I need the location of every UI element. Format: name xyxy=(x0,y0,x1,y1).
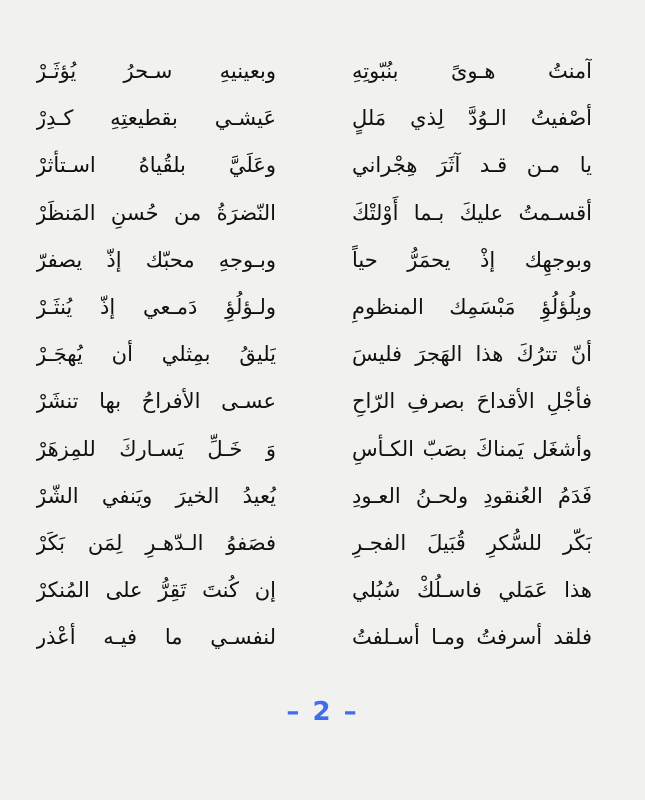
verse-first-hemistich: أنّ تترُكَ هذا الهَجرَ فليسَ xyxy=(352,342,592,367)
verse-second-hemistich: لنفسـي ما فيـه أعْذر xyxy=(36,625,276,650)
verse-first-hemistich: فَدَمُ العُنقودِ ولحـنُ العـودِ xyxy=(352,483,592,508)
verse-second-hemistich: وبـوجهِ محبّك إذّ يصفرّ xyxy=(36,247,276,272)
verse-line xyxy=(0,384,645,431)
verse-line xyxy=(0,337,645,384)
verse-first-hemistich: هذا عَمَلي فاسـلُكْ سُبُلي xyxy=(352,578,592,603)
verse-line xyxy=(0,290,645,337)
poem xyxy=(0,54,645,667)
verse-second-hemistich: وعَلَيَّ بلقُياهُ اسـتأثرْ xyxy=(36,153,276,178)
verse-second-hemistich: ولـؤلُؤِ دَمـعي إذّ يُنثَـرْ xyxy=(36,294,276,319)
page-number: – 2 – xyxy=(286,697,359,727)
verse-second-hemistich: يُعيدُ الخيرَ ويَنفي الشّرْ xyxy=(36,483,276,508)
verse-first-hemistich: بَكّر للسُّكرِ قُبَيلَ الفجـرِ xyxy=(352,530,592,555)
verse-first-hemistich: فأجْلِ الأقداحَ بصرفِ الرّاحِ xyxy=(352,389,592,414)
verse-line xyxy=(0,526,645,573)
verse-second-hemistich: وبعينيهِ سـحرُ يُؤثَـرْ xyxy=(36,59,276,83)
verse-second-hemistich: عسـى الأفراحُ بها تنشَرْ xyxy=(36,389,276,414)
verse-first-hemistich: وبِلُؤلُؤِ مَبْسَمِك المنظومِ xyxy=(352,294,592,319)
verse-line xyxy=(0,54,645,101)
verse-second-hemistich: عَيشـي بقطيعتِهِ كـدِرْ xyxy=(36,106,276,131)
verse-line xyxy=(0,243,645,290)
verse-second-hemistich: وَ خَـلِّ يَسـاركَ للمِزهَرْ xyxy=(36,436,276,461)
verse-line xyxy=(0,432,645,479)
verse-first-hemistich: أصْفيتُ الـوُدَّ لِذي مَللٍ xyxy=(352,106,592,131)
verse-line xyxy=(0,620,645,667)
verse-second-hemistich: فصَفوُ الـدّهـرِ لِمَن بَكَرْ xyxy=(36,530,276,555)
verse-first-hemistich: أقسـمتُ عليكَ بـما أَوْلتْكَ xyxy=(352,200,592,225)
verse-first-hemistich: يا مـن قـد آثَرَ هِجْراني xyxy=(352,153,592,178)
verse-first-hemistich: فلقد أسرفتُ ومـا أسـلفتُ xyxy=(352,625,592,650)
verse-second-hemistich: النّضرَةُ من حُسنِ المَنظَرْ xyxy=(36,200,276,225)
verse-first-hemistich: وبوجهِك إذْ يحمَرُّ حياً xyxy=(352,247,592,272)
verse-line xyxy=(0,101,645,148)
verse-line xyxy=(0,196,645,243)
verse-first-hemistich: آمنتُ هـوىً بنُبّوتِهِ xyxy=(352,59,592,83)
verse-line xyxy=(0,479,645,526)
verse-line xyxy=(0,573,645,620)
verse-line xyxy=(0,148,645,195)
verse-second-hemistich: يَليقُ بمِثلي أن يُهجَـرْ xyxy=(36,342,276,367)
verse-first-hemistich: وأشغَل يَمناكَ بصَبّ الكـأسِ xyxy=(352,436,592,461)
verse-second-hemistich: إن كُنتَ تَقِرُّ على المُنكرْ xyxy=(36,578,276,603)
